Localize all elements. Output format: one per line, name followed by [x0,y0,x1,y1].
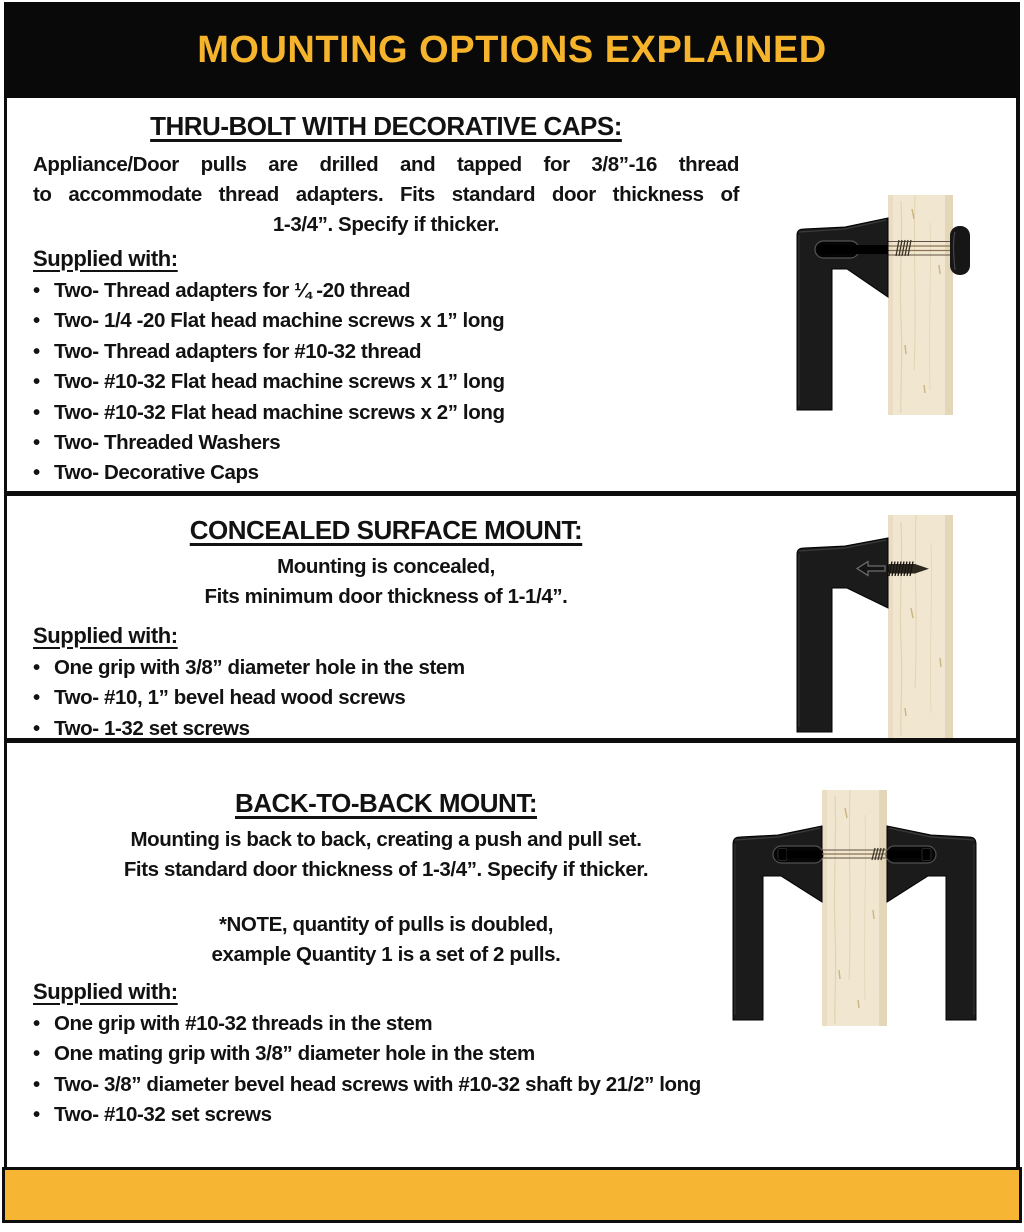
list-item: • One grip with 3/8” diameter hole in the stem [33,653,739,683]
list-item: • Two- #10-32 Flat head machine screws x 1” long [33,367,739,397]
bullet-icon: • [33,686,40,710]
bullet-icon: • [33,716,40,740]
supplied-list [33,276,739,489]
bullet-icon: • [33,656,40,679]
list-item: • One grip with #10-32 threads in the stem [33,1009,739,1039]
supplied-with-label: Supplied with: [33,979,178,1004]
list-item: • One mating grip with 3/8” diameter hole in the stem [33,1039,739,1069]
bullet-icon: • [33,1042,40,1066]
section-paragraph: Mounting is back to back, creating a push and pull set. Fits standard door thickness of 1-3/4”. Specify if thicker. [123,828,649,881]
supplied-list [33,653,739,744]
wood-door-section [822,790,887,1026]
section-title: BACK-TO-BACK MOUNT: [235,788,537,818]
decorative-cap [950,226,970,275]
bullet-icon: • [33,400,40,424]
list-item: • Two- 3/8” diameter bevel head screws with #10-32 shaft by 21/2” long [33,1070,739,1100]
list-item: • Two- Thread adapters for ¼ -20 thread [33,276,739,306]
supplied-with-label: Supplied with: [33,246,178,271]
supplied-with-label: Supplied with: [33,623,178,648]
section-title: THRU-BOLT WITH DECORATIVE CAPS: [150,111,622,141]
bullet-icon: • [33,309,40,333]
header-banner [4,2,1020,98]
bullet-icon: • [33,339,40,363]
list-item: • Two- Threaded Washers [33,428,739,458]
section-title: CONCEALED SURFACE MOUNT: [189,515,583,545]
list-item: • Two- #10-32 Flat head machine screws x 2” long [33,398,739,428]
list-item: • Two- Thread adapters for #10-32 thread [33,337,739,367]
list-item: • Two- 1/4 -20 Flat head machine screws x 1” long [33,306,739,336]
list-item: • Two- Decorative Caps [33,458,739,488]
bullet-icon: • [33,1072,40,1096]
supplied-list [33,1009,739,1131]
bullet-icon: • [33,279,40,302]
list-item: • Two- 1-32 set screws [33,714,739,744]
bullet-icon: • [33,1012,40,1035]
footer-accent-bar [2,1167,1022,1223]
back-to-back-illustration [723,790,995,1028]
list-item: • Two- #10, 1” bevel head wood screws [33,683,739,713]
thru-bolt-illustration [793,195,995,417]
page-title: MOUNTING OPTIONS EXPLAINED [197,28,827,71]
concealed-mount-illustration [793,508,995,740]
bullet-icon: • [33,370,40,394]
door-pull-handle [797,218,888,410]
section-paragraph: Mounting is concealed, Fits minimum door thickness of 1-1/4”. [204,555,568,608]
bullet-icon: • [33,461,40,485]
wood-door-section [888,515,953,738]
list-item: • Two- #10-32 set screws [33,1100,739,1130]
note-text: *NOTE, quantity of pulls is doubled, example Quantity 1 is a set of 2 pulls. [211,913,561,966]
wood-door-section [888,195,953,415]
section-paragraph: Appliance/Door pulls are drilled and tapped for 3/8”-16 thread to accommodate thread adapters. Fits standard door thickness of 1-3/4”. Specify if thicker. [33,153,739,236]
bullet-icon: • [33,1103,40,1127]
bullet-icon: • [33,431,40,455]
door-pull-handle [797,538,888,732]
